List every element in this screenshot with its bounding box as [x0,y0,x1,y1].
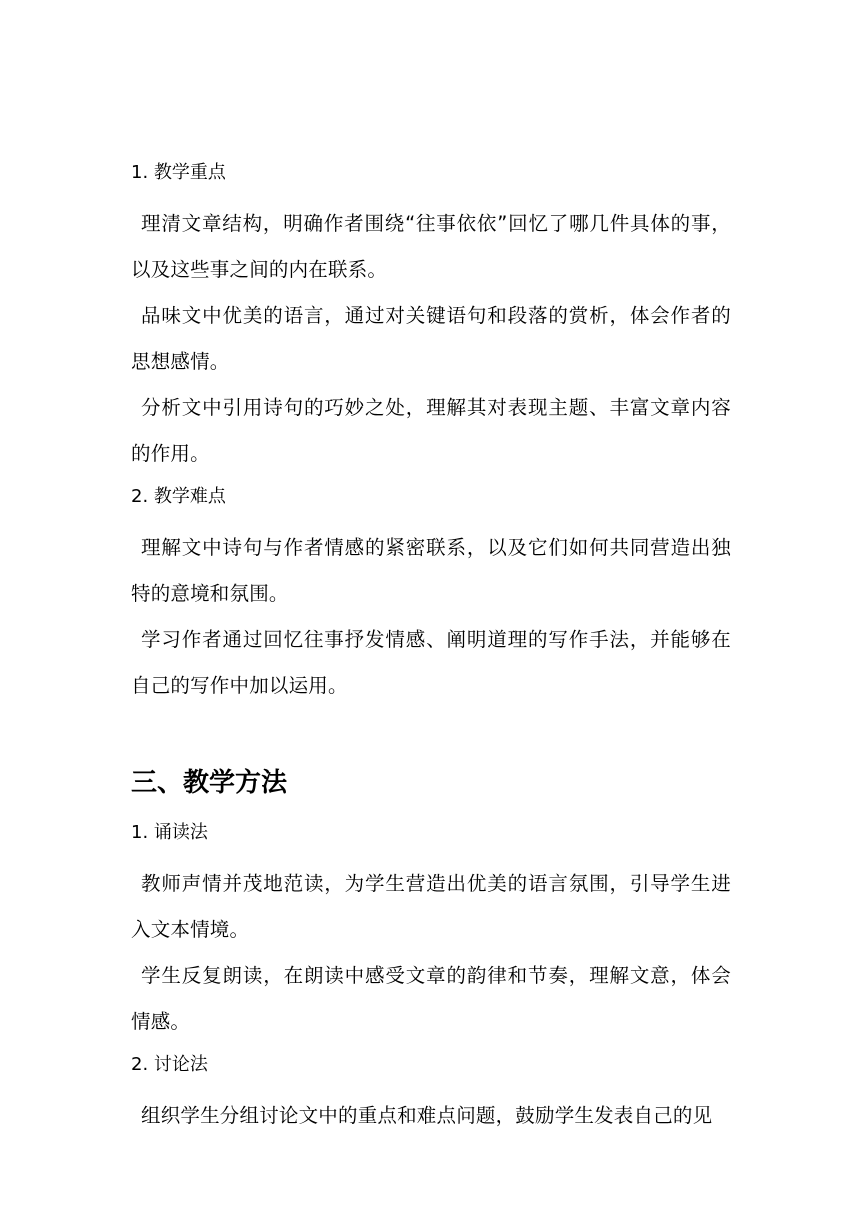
teaching-focus-heading: 1. 教学重点 [131,162,226,183]
page-content [131,155,731,1139]
discussion-method-heading: 2. 讨论法 [131,1054,208,1075]
recitation-paragraph-1: 教师声情并茂地范读，为学生营造出优美的语言氛围，引导学生进入文本情境。 [131,872,731,941]
focus-paragraph-3: 分析文中引用诗句的巧妙之处，理解其对表现主题、丰富文章内容的作用。 [131,396,731,465]
teaching-methods-title: 三、教学方法 [131,768,288,798]
recitation-paragraph-2: 学生反复朗读，在朗读中感受文章的韵律和节奏，理解文意，体会情感。 [131,964,731,1033]
recitation-method-heading: 1. 诵读法 [131,822,208,843]
focus-paragraph-2: 品味文中优美的语言，通过对关键语句和段落的赏析，体会作者的思想感情。 [131,304,731,373]
difficulty-paragraph-1: 理解文中诗句与作者情感的紧密联系，以及它们如何共同营造出独特的意境和氛围。 [131,536,731,605]
teaching-difficulty-heading: 2. 教学难点 [131,486,226,507]
discussion-paragraph-1: 组织学生分组讨论文中的重点和难点问题，鼓励学生发表自己的见 [141,1104,713,1127]
difficulty-paragraph-2: 学习作者通过回忆往事抒发情感、阐明道理的写作手法，并能够在自己的写作中加以运用。 [131,628,731,697]
focus-paragraph-1: 理清文章结构，明确作者围绕“往事依依”回忆了哪几件具体的事，以及这些事之间的内在联系。 [131,212,731,281]
